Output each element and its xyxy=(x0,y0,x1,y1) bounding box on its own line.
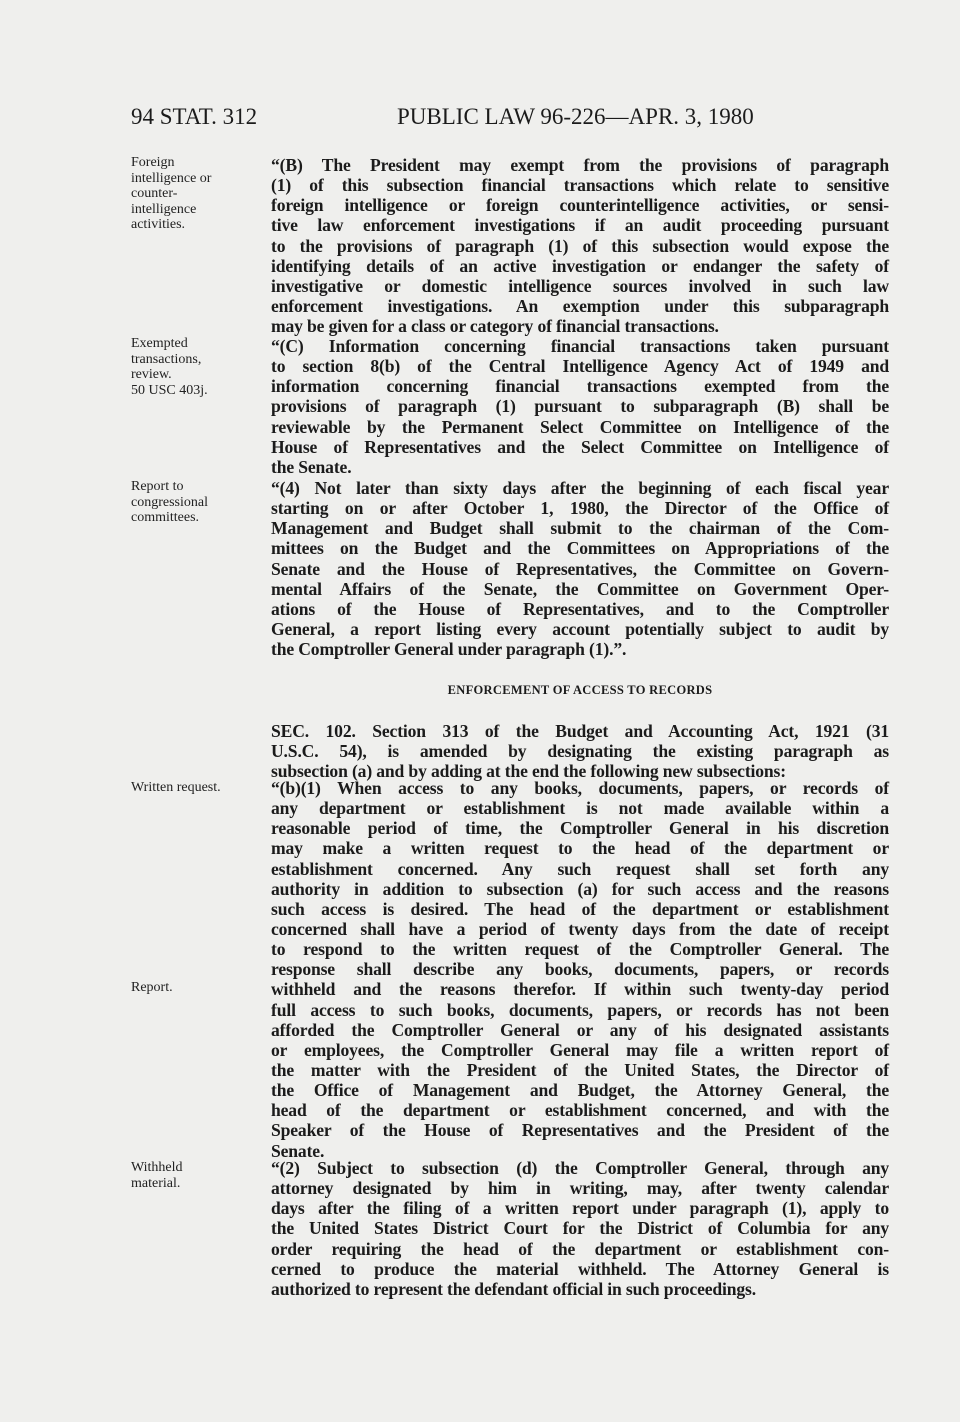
margin-note: Exempted transactions, review. 50 USC 403j. xyxy=(131,336,208,398)
text-line: such access is desired. The head of the department or establishment xyxy=(271,898,889,919)
text-line: ations of the House of Representatives, and to the Comptroller xyxy=(271,598,889,619)
text-line: may make a written request to the head of the department or xyxy=(271,838,889,859)
paragraph-b xyxy=(271,155,889,336)
text-line: investigative or domestic intelligence sources involved in such law xyxy=(271,275,889,296)
paragraph-c xyxy=(271,336,889,477)
text-line: subsection (a) and by adding at the end the following new subsections: xyxy=(271,761,786,782)
text-line: the matter with the President of the United States, the Director of xyxy=(271,1059,889,1080)
text-line: “(b)(1) When access to any books, documents, papers, or records of xyxy=(271,778,889,798)
text-line: information concerning financial transactions exempted from the xyxy=(271,376,889,397)
text-line: provisions of paragraph (1) pursuant to subparagraph (B) shall be xyxy=(271,396,889,417)
text-line: cerned to produce the material withheld. The Attorney General is xyxy=(271,1258,889,1279)
text-line: establishment concerned. Any such request shall set forth any xyxy=(271,858,889,879)
text-line: to respond to the written request of the Comptroller General. The xyxy=(271,939,889,960)
text-line: tive law enforcement investigations if an audit proceeding pursuant xyxy=(271,215,889,236)
text-line: U.S.C. 54), is amended by designating the existing paragraph as xyxy=(271,741,889,762)
margin-note: Report to congressional committees. xyxy=(131,479,208,525)
text-line: “(C) Information concerning financial transactions taken pursuant xyxy=(271,336,889,356)
margin-note: Report. xyxy=(131,980,173,995)
text-line: response shall describe any books, documents, papers, or records xyxy=(271,959,889,980)
text-line: authorized to represent the defendant official in such proceedings. xyxy=(271,1278,757,1299)
text-line: “(4) Not later than sixty days after the beginning of each fiscal year xyxy=(271,478,889,498)
text-line: the Comptroller General under paragraph (1).”. xyxy=(271,639,627,660)
text-line: Management and Budget shall submit to the chairman of the Com- xyxy=(271,518,889,539)
text-line: the United States District Court for the District of Columbia for any xyxy=(271,1218,889,1239)
text-line: the Senate. xyxy=(271,456,352,477)
text-line: “(2) Subject to subsection (d) the Comptroller General, through any xyxy=(271,1158,889,1178)
text-line: any department or establishment is not made available within a xyxy=(271,798,889,819)
text-line: full access to such books, documents, papers, or records has not been xyxy=(271,999,889,1020)
text-line: or employees, the Comptroller General may file a written report of xyxy=(271,1039,889,1060)
text-line: attorney designated by him in writing, may, after twenty calendar xyxy=(271,1178,889,1199)
text-line: the Office of Management and Budget, the Attorney General, the xyxy=(271,1080,889,1101)
text-line: afforded the Comptroller General or any of his designated assistants xyxy=(271,1019,889,1040)
text-line: enforcement investigations. An exemption under this subparagraph xyxy=(271,295,889,316)
text-line: may be given for a class or category of financial transactions. xyxy=(271,316,719,337)
text-line: to the provisions of paragraph (1) of this subsection would expose the xyxy=(271,235,889,256)
margin-note: Written request. xyxy=(131,780,221,795)
text-line: head of the department or establishment concerned, and with the xyxy=(271,1100,889,1121)
section-heading: ENFORCEMENT OF ACCESS TO RECORDS xyxy=(447,683,713,697)
section-102 xyxy=(271,721,889,781)
text-line: authority in addition to subsection (a) for such access and the reasons xyxy=(271,878,889,899)
margin-note: Foreign intelligence or counter- intelligence activities. xyxy=(131,155,212,232)
text-line: to section 8(b) of the Central Intelligence Agency Act of 1949 and xyxy=(271,356,889,377)
text-line: mittees on the Budget and the Committees on Appropriations of the xyxy=(271,538,889,559)
paragraph-b2 xyxy=(271,1158,889,1299)
text-line: General, a report listing every account potentially subject to audit by xyxy=(271,618,889,639)
text-line: starting on or after October 1, 1980, the Director of the Office of xyxy=(271,498,889,519)
text-line: Senate. xyxy=(271,1140,325,1161)
text-line: (1) of this subsection financial transactions which relate to sensitive xyxy=(271,175,889,196)
text-line: withheld and the reasons therefor. If within such twenty-day period xyxy=(271,979,889,1000)
text-line: “(B) The President may exempt from the provisions of paragraph xyxy=(271,155,889,175)
text-line: reasonable period of time, the Comptroller General in his discretion xyxy=(271,818,889,839)
stat-page-number: 94 STAT. 312 xyxy=(131,104,258,129)
text-line: House of Representatives and the Select Committee on Intelligence of xyxy=(271,436,889,457)
text-line: SEC. 102. Section 313 of the Budget and Accounting Act, 1921 (31 xyxy=(271,721,889,741)
text-line: Speaker of the House of Representatives and the President of the xyxy=(271,1120,889,1141)
margin-note: Withheld material. xyxy=(131,1160,183,1191)
text-line: foreign intelligence or foreign counterintelligence activities, or sensi- xyxy=(271,195,889,216)
text-line: identifying details of an active investigation or endanger the safety of xyxy=(271,255,889,276)
text-line: concerned shall have a period of twenty days from the date of receipt xyxy=(271,918,889,939)
text-line: Senate and the House of Representatives, the Committee on Govern- xyxy=(271,558,889,579)
text-line: mental Affairs of the Senate, the Committee on Government Oper- xyxy=(271,578,889,599)
text-line: days after the filing of a written report under paragraph (1), apply to xyxy=(271,1198,889,1219)
paragraph-4 xyxy=(271,478,889,659)
paragraph-b1 xyxy=(271,778,889,1161)
page-title: PUBLIC LAW 96-226—APR. 3, 1980 xyxy=(397,104,754,129)
text-line: reviewable by the Permanent Select Committee on Intelligence of the xyxy=(271,416,889,437)
text-line: order requiring the head of the department or establishment con- xyxy=(271,1238,889,1259)
